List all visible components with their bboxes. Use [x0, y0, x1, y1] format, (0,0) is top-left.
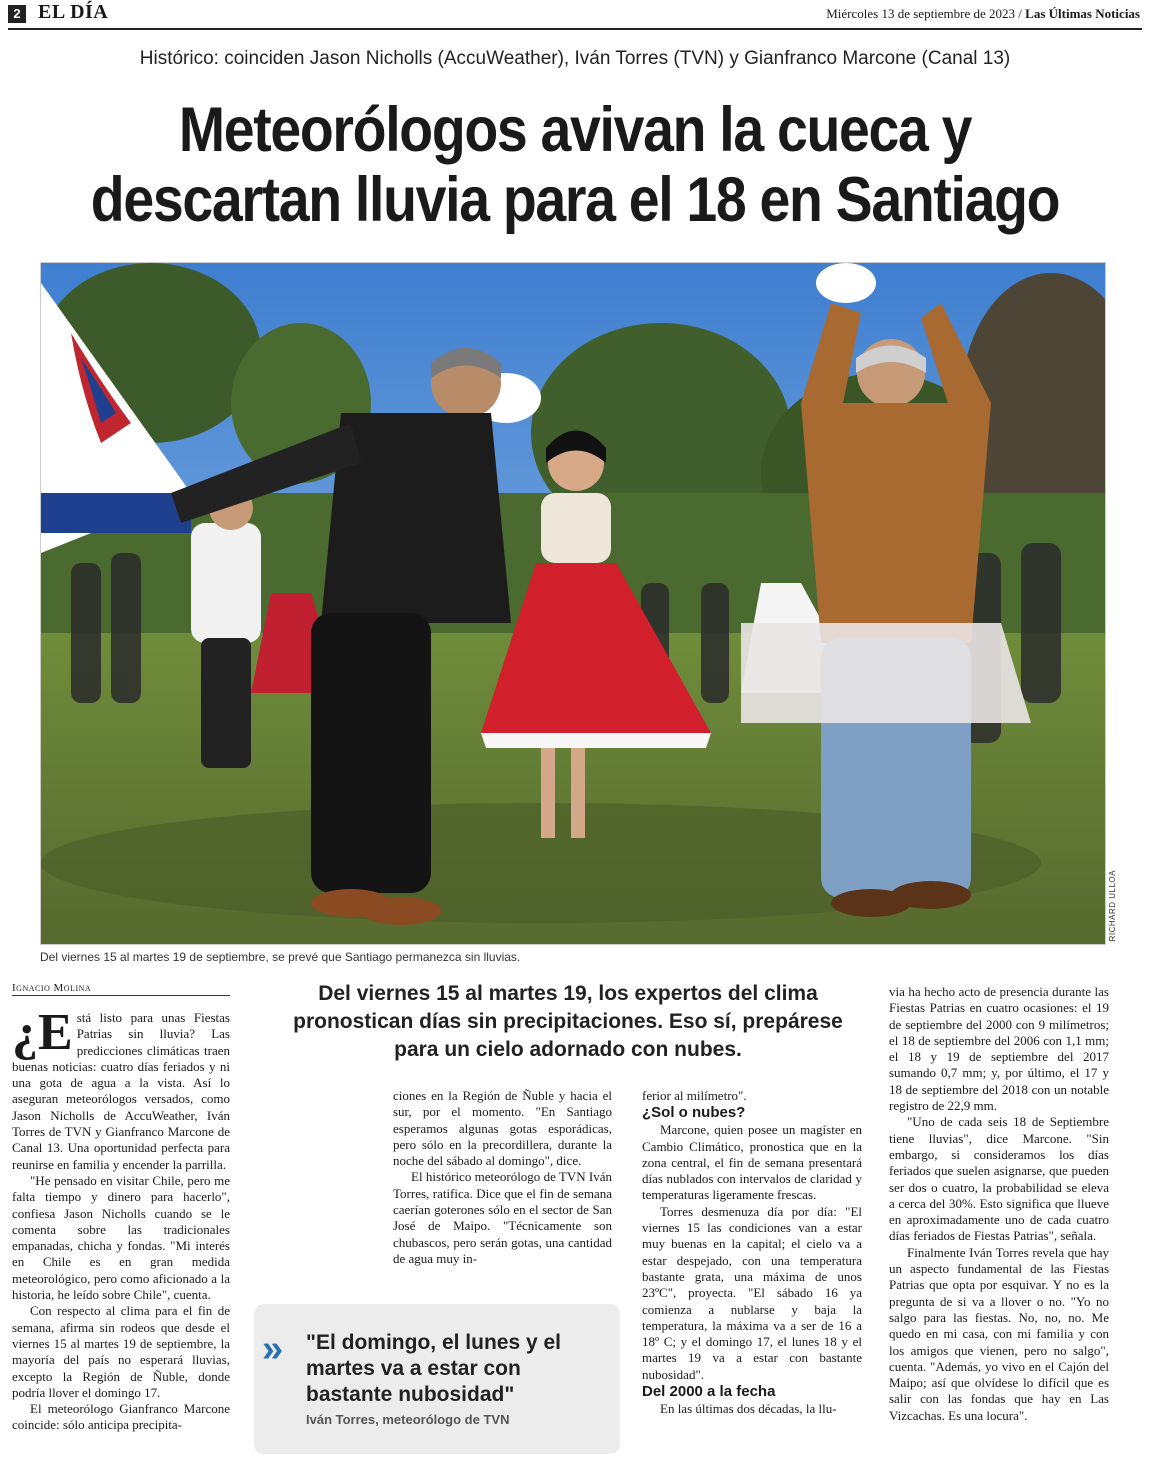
section-title: EL DÍA: [38, 1, 109, 23]
column-1-paragraph-2: "He pensado en visitar Chile, pero me falta tiempo y dinero para hacerlo", confiesa Jason Nicholls cuando se le comenta sobre las tradicionales empanadas, chicha y fondas. "Mi interés en Chile es en gran medida meteorológico, pero como aficionado a la historia, he leído sobre Chile", cuenta.: [12, 1172, 230, 1303]
column-1-paragraph-3: Con respecto al clima para el fin de semana, afirma sin rodeos que desde el viernes 15 al martes 19 de septiembre, la mayoría del país no esperará lluvias, excepto la Región de Ñuble, donde podría llover el domingo 17.: [12, 1303, 230, 1400]
column-3-paragraph-1: ferior al milímetro".: [642, 1088, 747, 1103]
kicker: Histórico: coinciden Jason Nicholls (AccuWeather), Iván Torres (TVN) y Gianfranco Marcone (Canal 13): [139, 48, 1011, 69]
pull-quote-text: "El domingo, el lunes y el martes va a estar con bastante nubosidad": [306, 1331, 562, 1406]
column-3: [642, 1088, 862, 1417]
column-2-paragraph-1: ciones en la Región de Ñuble y hacia el sur, por el momento. "En Santiago esperamos algunas gotas esporádicas, pero sólo en la precordillera, durante la noche del sábado al domingo", dice.: [393, 1088, 612, 1169]
date: Miércoles 13 de septiembre de 2023 /: [826, 6, 1022, 21]
photo-credit: RICHARD ULLOA: [1108, 870, 1117, 942]
quote-chevron-icon: »: [262, 1328, 284, 1370]
subhead-sol-o-nubes: ¿Sol o nubes?: [642, 1104, 746, 1122]
page-number: 2: [8, 5, 26, 23]
column-3-paragraph-4: En las últimas dos décadas, la llu-: [660, 1401, 837, 1417]
pull-quote-attribution: Iván Torres, meteorólogo de TVN: [306, 1412, 510, 1427]
dropcap: ¿E: [12, 1004, 73, 1061]
column-4: [889, 984, 1109, 1424]
headline: [69, 95, 1081, 235]
column-1-paragraph-4: El meteorólogo Gianfranco Marcone coincide: sólo anticipa precipita-: [12, 1401, 230, 1433]
dateline: [826, 6, 1140, 22]
deck: Del viernes 15 al martes 19, los expertos del clima pronostican días sin precipitaciones. Eso sí, prepárese para un cielo adornado con nubes.: [293, 982, 843, 1061]
byline: Ignacio Molina: [12, 982, 230, 996]
photo-illustration: [41, 263, 1106, 945]
headline-line-1: Meteorólogos avivan la cueca y: [178, 95, 972, 165]
column-4-paragraph-2: "Uno de cada seis 18 de Septiembre tiene lluvias", dice Marcone. "Sin embargo, si consideramos los días feriados que suelen asignarse, que pueden ser dos o cuatro, la probabilidad se eleva a cerca del 30%. Esto significa que llueve en aproximadamente uno de cada cuatro días feriados de Fiestas Patrias", señala.: [889, 1114, 1109, 1244]
header-rule: [8, 28, 1142, 30]
publication-name: Las Últimas Noticias: [1025, 6, 1140, 21]
column-2: [393, 1088, 612, 1267]
column-4-paragraph-3: Finalmente Iván Torres revela que hay un aspecto fundamental de las Fiestas Patrias que opta por esquivar. Y no es la pregunta de si va a llover o no. "Yo no salgo para las fiestas. No, no, no. Me quedo en mi casa, con mi familia y con los amigos que vienen, pero no salgo", cuenta. "Además, yo vivo en el Cajón del Maipo; así que olvídese lo difícil que es salir con las fondas que hay en Las Vizcachas. Es una locura".: [889, 1244, 1109, 1423]
column-1-paragraph-1-text: stá listo para unas Fiestas Patrias sin lluvia? Las predicciones climáticas traen buenas noticias: cuatro días feriados y ni una gota de agua a la vista. Así lo aseguran meteorólogos versados, como Jason Nicholls de AccuWeather, Iván Torres de TVN y Gianfranco Marcone de Canal 13. Una oportunidad perfecta para reunirse en familia y encender la parrilla.: [12, 1010, 230, 1172]
column-3-paragraph-3: Torres desmenuza día por día: "El viernes 15 las condiciones van a estar muy buenas en la capital; el cielo va a estar despejado, con una temperatura bastante grata, una máxima de unos 23ºC", proyecta. "El sábado 16 ya comienza a nublarse y baja la temperatura, la máxima va a ser de 16 a 18º C; y el domingo 17, el lunes 18 y el martes 19 va a estar con bastante nubosidad".: [642, 1203, 862, 1382]
headline-line-2: descartan lluvia para el 18 en Santiago: [90, 165, 1060, 235]
column-2-paragraph-2: El histórico meteorólogo de TVN Iván Torres, ratifica. Dice que el fin de semana caerían goterones sólo en el sector de San José de Maipo. "Técnicamente son chubascos, pero serán gotas, una cantidad de agua muy in-: [393, 1169, 612, 1266]
column-4-paragraph-1: via ha hecho acto de presencia durante las Fiestas Patrias en cuatro ocasiones: el 19 de septiembre del 2000 con 9 milímetros; el 18 de septiembre del 2006 con 1,1 mm; el 18 y 19 de septiembre del 2017 sumando 0,7 mm; y, por último, el 17 y 18 de septiembre del 2018 con un notable registro de 22,9 mm.: [889, 984, 1109, 1114]
photo-caption: Del viernes 15 al martes 19 de septiembre, se prevé que Santiago permanezca sin lluvias.: [40, 950, 521, 964]
subhead-del-2000: Del 2000 a la fecha: [642, 1383, 776, 1401]
column-3-paragraph-2: Marcone, quien posee un magíster en Cambio Climático, pronostica que en la zona central, el fin de semana presentará días nublados con intervalos de claridad y temperaturas ligeramente frescas.: [642, 1122, 862, 1203]
column-1-paragraph-1: [12, 1004, 230, 1173]
main-photo: [40, 262, 1106, 945]
column-1: [12, 1004, 230, 1434]
